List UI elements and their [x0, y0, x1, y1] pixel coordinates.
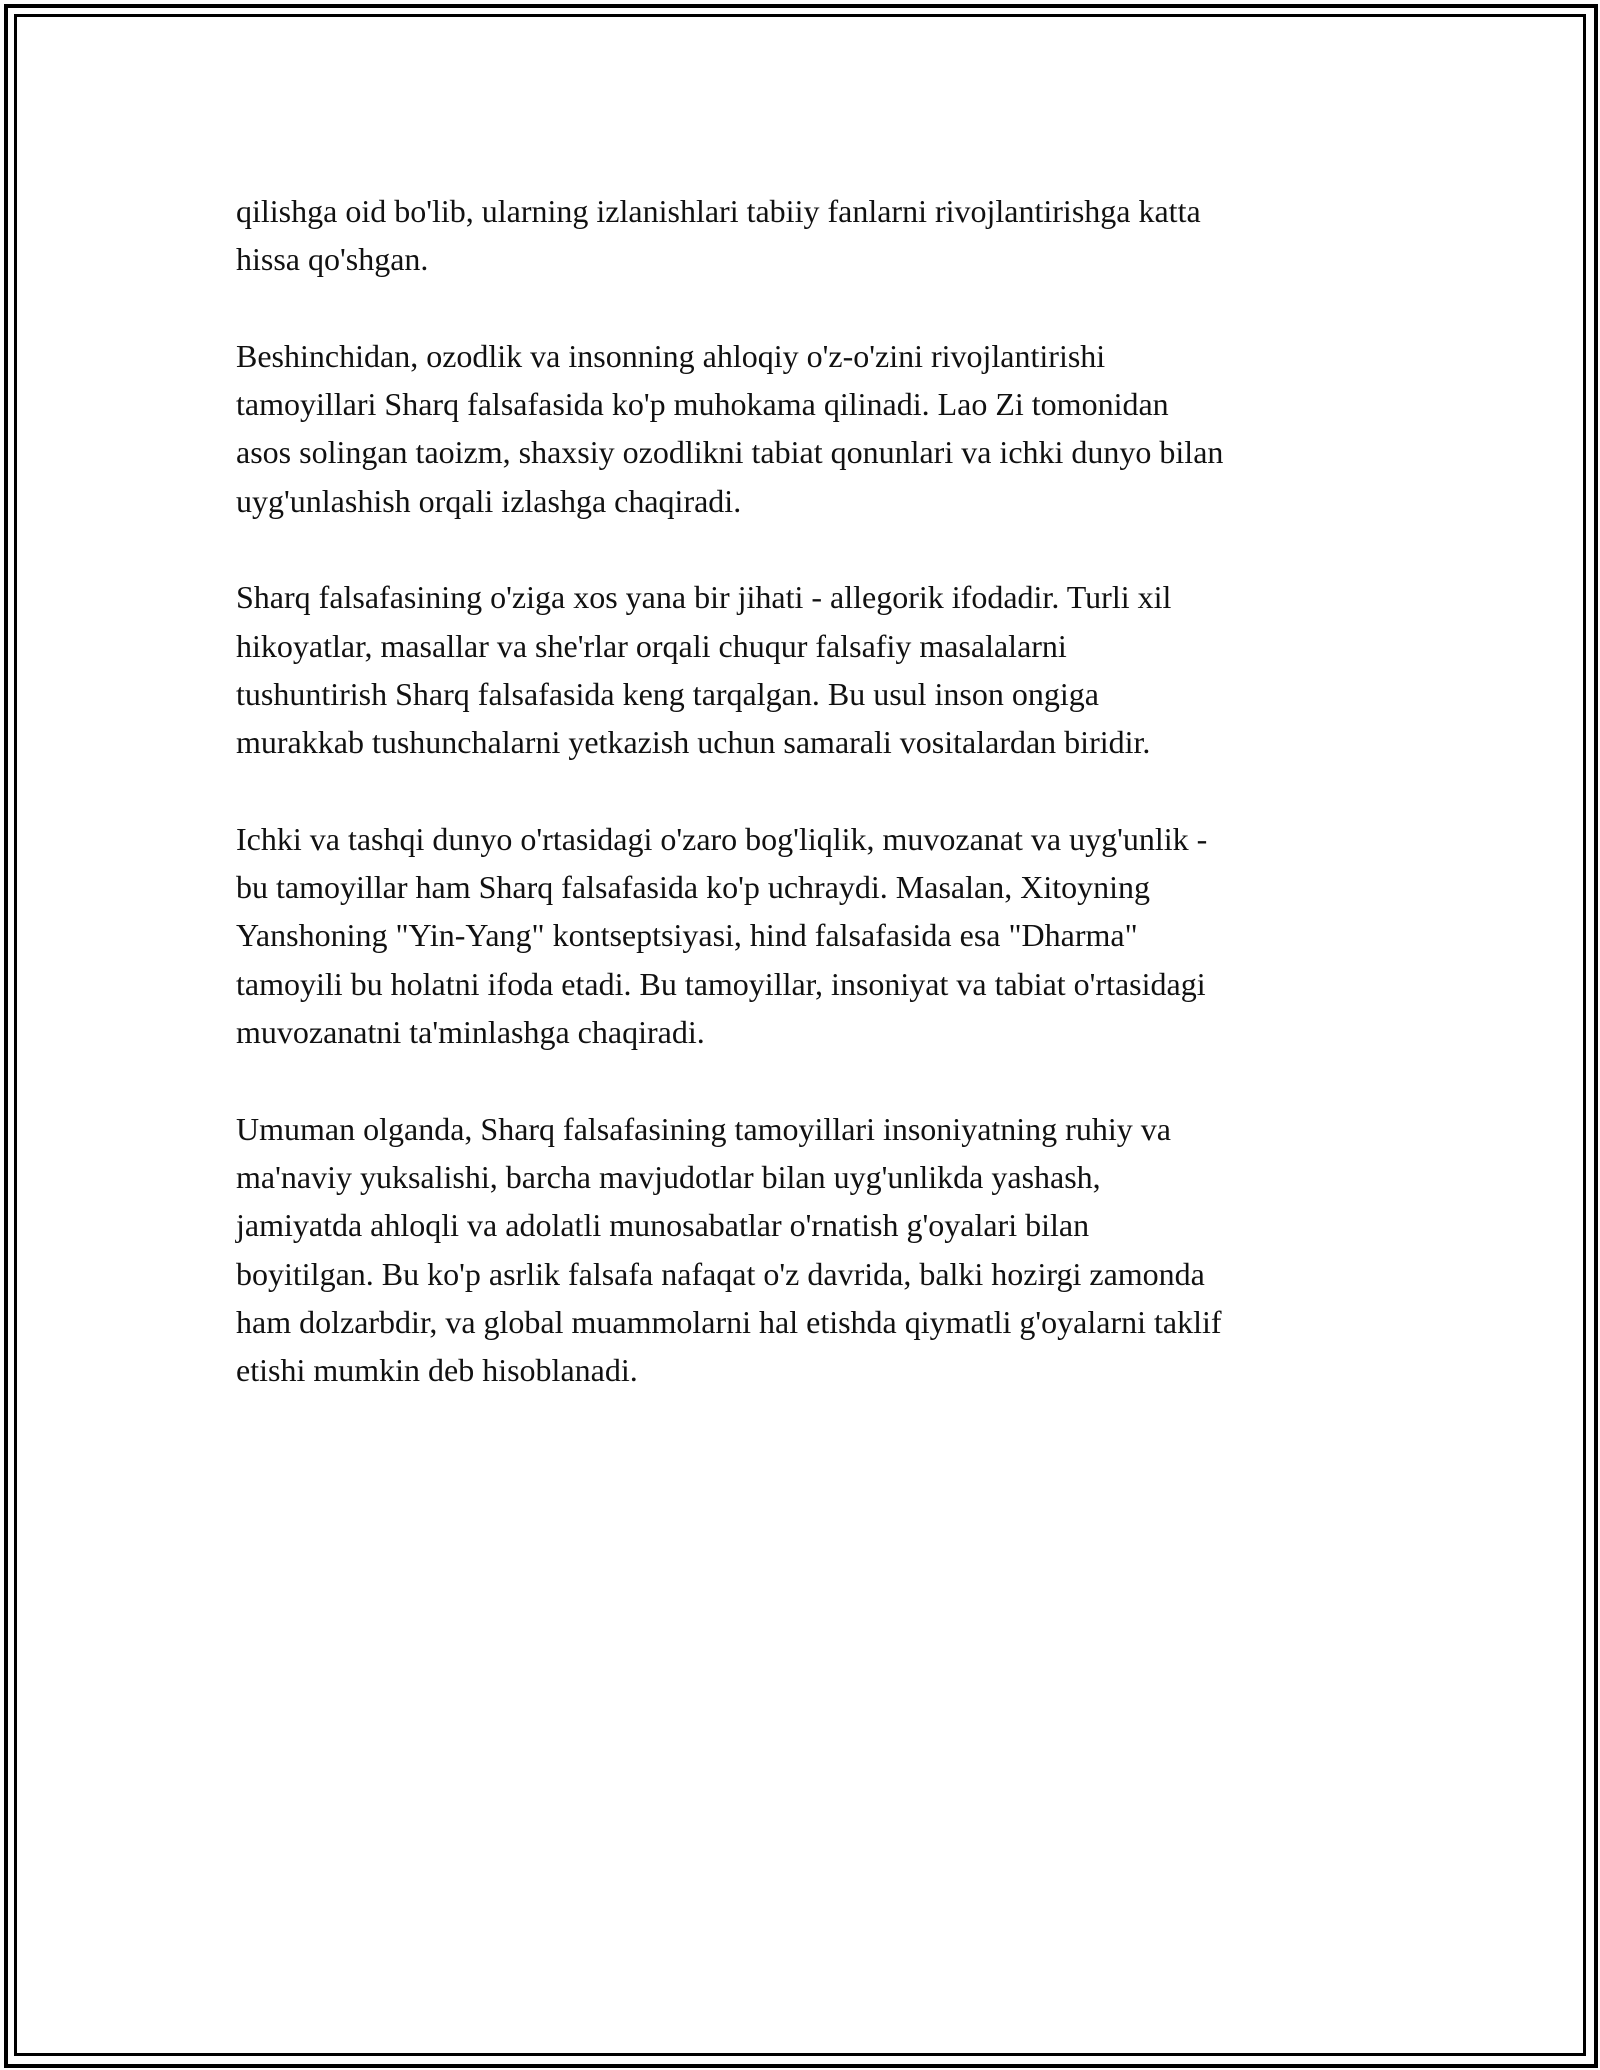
- paragraph-4: Ichki va tashqi dunyo o'rtasidagi o'zaro bog'liqlik, muvozanat va uyg'unlik - bu tamoyillar ham Sharq falsafasida ko'p uchraydi. Masalan, Xitoyning Yanshoning "Yin-Yang" kontseptsiyasi, hind falsafasida esa "Dharma" tamoyili bu holatni ifoda etadi. Bu tamoyillar, insoniyat va tabiat o'rtasidagi muvozanatni ta'minlashga chaqiradi.: [236, 820, 1208, 1051]
- paragraph-3: Sharq falsafasining o'ziga xos yana bir jihati - allegorik ifodadir. Turli xil hikoyatlar, masallar va she'rlar orqali chuqur falsafiy masalalarni tushuntirish Sharq falsafasida keng tarqalgan. Bu usul inson ongiga murakkab tushunchalarni yetkazish uchun samarali vositalardan biridir.: [236, 579, 1172, 761]
- document-body: [236, 187, 1386, 1443]
- paragraph-1: qilishga oid bo'lib, ularning izlanishlari tabiiy fanlarni rivojlantirishga katta hissa qo'shgan.: [236, 193, 1201, 278]
- paragraph-2: Beshinchidan, ozodlik va insonning ahloqiy o'z-o'zini rivojlantirishi tamoyillari Sharq falsafasida ko'p muhokama qilinadi. Lao Zi tomonidan asos solingan taoizm, shaxsiy ozodlikni tabiat qonunlari va ichki dunyo bilan uyg'unlashish orqali izlashga chaqiradi.: [236, 337, 1224, 519]
- paragraph-5: Umuman olganda, Sharq falsafasining tamoyillari insoniyatning ruhiy va ma'naviy yuksalishi, barcha mavjudotlar bilan uyg'unlikda yashash, jamiyatda ahloqli va adolatli munosabatlar o'rnatish g'oyalari bilan boyitilgan. Bu ko'p asrlik falsafa nafaqat o'z davrida, balki hozirgi zamonda ham dolzarbdir, va global muammolarni hal etishda qiymatli g'oyalarni taklif etishi mumkin deb hisoblanadi.: [236, 1110, 1222, 1389]
